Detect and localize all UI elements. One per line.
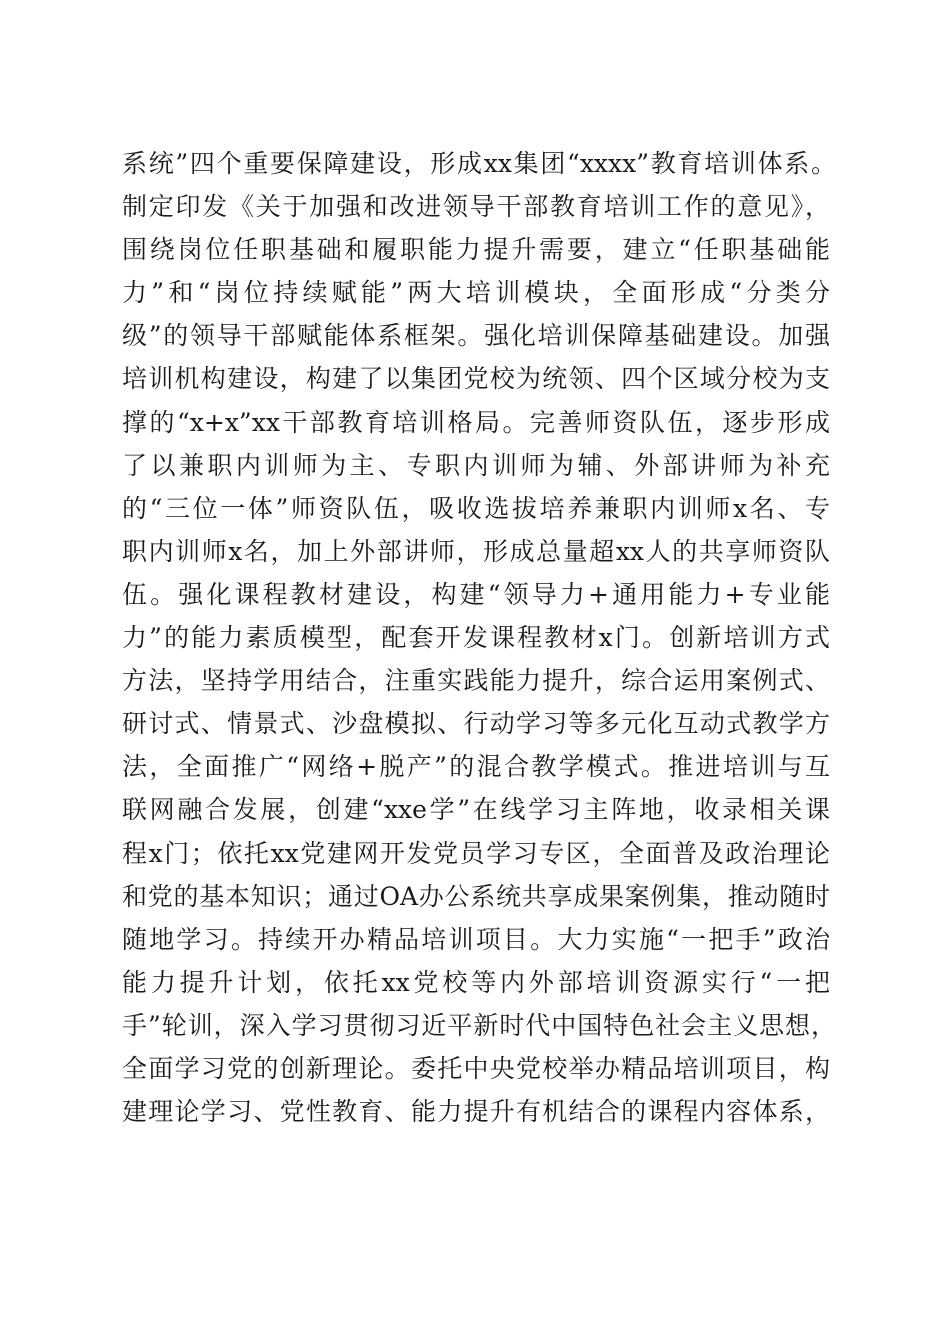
- text-line: 了以兼职内训师为主、专职内训师为辅、外部讲师为补充: [122, 450, 830, 480]
- body-text: [122, 142, 842, 1133]
- text-line: 能力提升计划，依托xx党校等内外部培训资源实行“一把: [122, 967, 830, 997]
- text-line: 力”的能力素质模型，配套开发课程教材x门。创新培训方式: [122, 623, 830, 653]
- text-line: 手”轮训，深入学习贯彻习近平新时代中国特色社会主义思想，: [122, 1010, 836, 1040]
- text-line: 力”和“岗位持续赋能”两大培训模块，全面形成“分类分: [122, 278, 831, 308]
- text-line: 围绕岗位任职基础和履职能力提升需要，建立“任职基础能: [122, 235, 830, 265]
- text-line: 法，全面推广“网络+脱产”的混合教学模式。推进培训与互: [122, 752, 830, 782]
- text-line: 研讨式、情景式、沙盘模拟、行动学习等多元化互动式教学方: [122, 709, 830, 739]
- text-line: 的“三位一体”师资队伍，吸收选拔培养兼职内训师x名、专: [122, 493, 830, 523]
- text-line: 培训机构建设，构建了以集团党校为统领、四个区域分校为支: [122, 364, 830, 394]
- text-line: 伍。强化课程教材建设，构建“领导力+通用能力+专业能: [122, 579, 830, 609]
- text-line: 制定印发《关于加强和改进领导干部教育培训工作的意见》，: [122, 192, 830, 222]
- text-line: 职内训师x名，加上外部讲师，形成总量超xx人的共享师资队: [122, 536, 830, 566]
- text-line: 联网融合发展，创建“xxe学”在线学习主阵地，收录相关课: [122, 795, 830, 825]
- text-line: 全面学习党的创新理论。委托中央党校举办精品培训项目，构: [122, 1053, 830, 1083]
- text-line: 系统”四个重要保障建设，形成xx集团“xxxx”教育培训体系。: [122, 149, 836, 178]
- text-line: 程x门；依托xx党建网开发党员学习专区，全面普及政治理论: [122, 838, 830, 868]
- text-line: 撑的“x+x”xx干部教育培训格局。完善师资队伍，逐步形成: [122, 407, 830, 437]
- text-line: 建理论学习、党性教育、能力提升有机结合的课程内容体系，: [122, 1097, 830, 1127]
- text-line: 方法，坚持学用结合，注重实践能力提升，综合运用案例式、: [122, 666, 830, 696]
- text-line: 随地学习。持续开办精品培训项目。大力实施“一把手”政治: [122, 924, 830, 954]
- text-line: 和党的基本知识；通过OA办公系统共享成果案例集，推动随时: [122, 881, 830, 911]
- text-line: 级”的领导干部赋能体系框架。强化培训保障基础建设。加强: [122, 321, 830, 351]
